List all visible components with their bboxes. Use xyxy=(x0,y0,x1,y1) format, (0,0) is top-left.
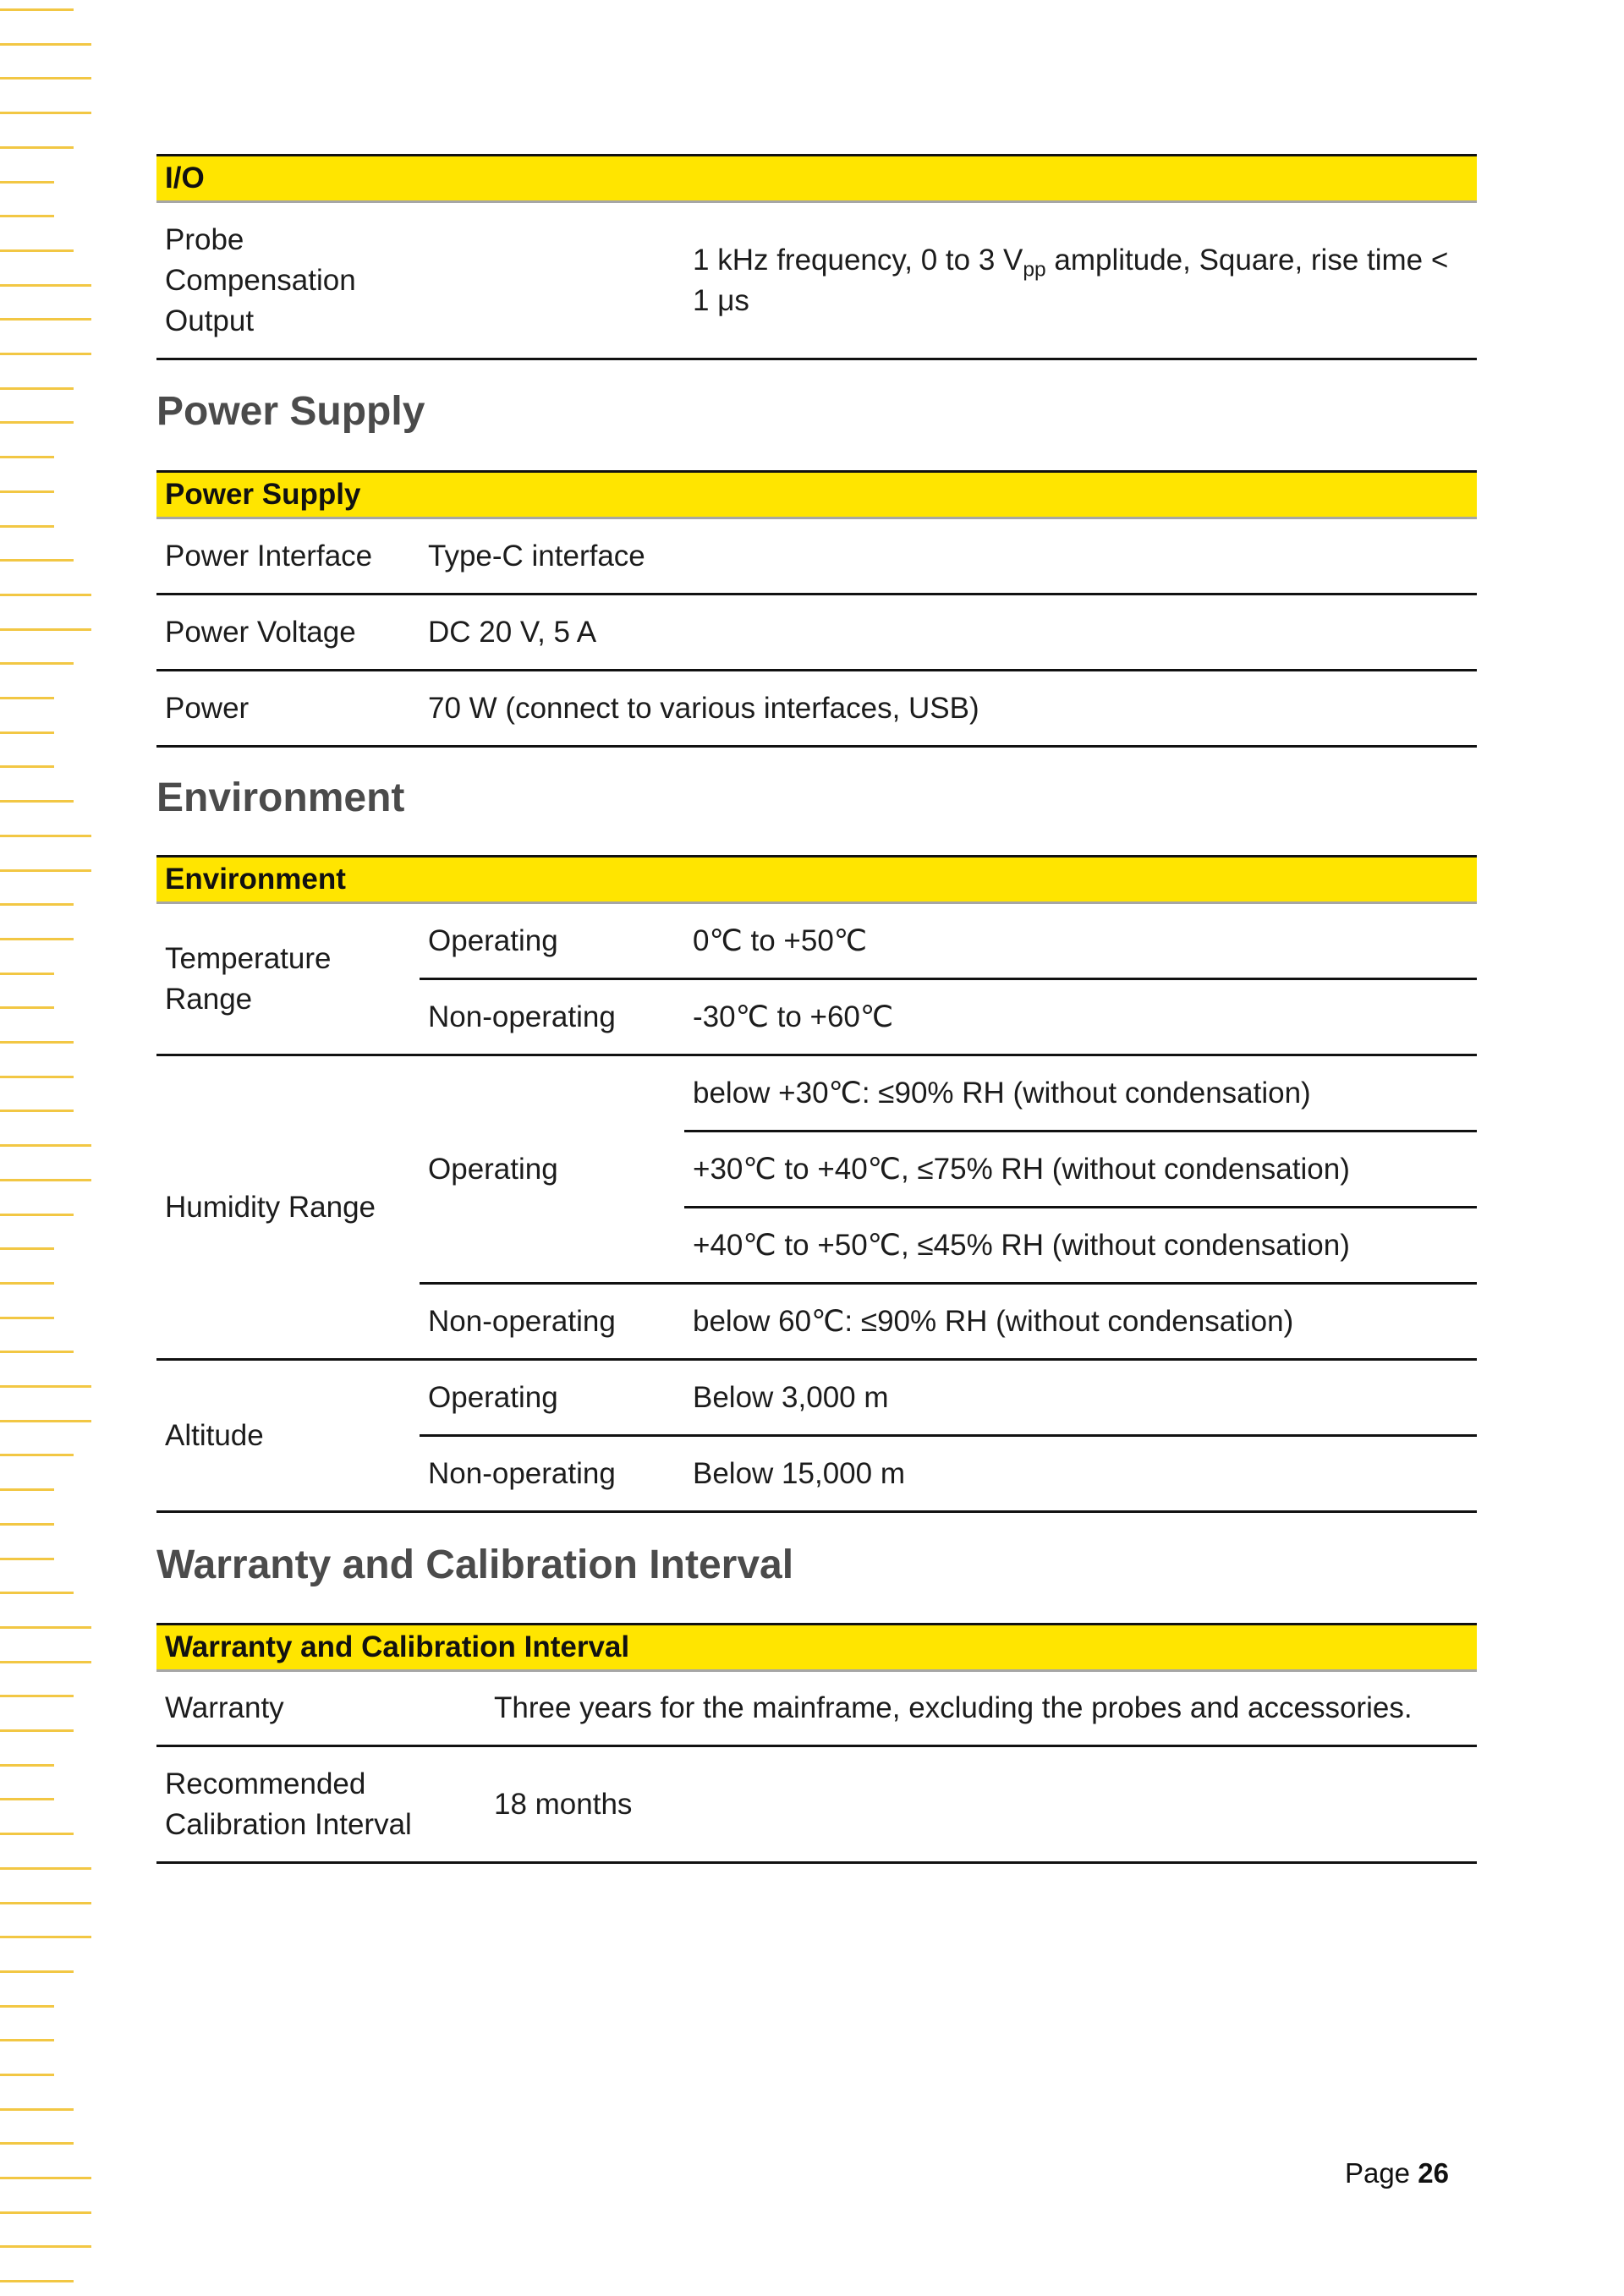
margin-rule xyxy=(0,387,74,390)
margin-rule xyxy=(0,1420,91,1422)
spec-label: Power xyxy=(156,671,420,747)
margin-rule xyxy=(0,1385,91,1388)
margin-rule xyxy=(0,2005,54,2008)
margin-rule xyxy=(0,1833,74,1835)
margin-rule xyxy=(0,2108,74,2111)
spec-label-humidity: Humidity Range xyxy=(156,1055,420,1360)
table-row xyxy=(156,903,1477,979)
spec-value: +40℃ to +50℃, ≤45% RH (without condensation) xyxy=(684,1208,1477,1284)
margin-rule xyxy=(0,2039,54,2041)
margin-rule xyxy=(0,1179,91,1181)
margin-rule xyxy=(0,973,54,975)
margin-rule xyxy=(0,1351,74,1353)
margin-rule xyxy=(0,353,91,355)
margin-rule xyxy=(0,421,74,424)
table-row xyxy=(156,1360,1477,1436)
spec-value: below +30℃: ≤90% RH (without condensation) xyxy=(684,1055,1477,1132)
condition-label: Non-operating xyxy=(420,979,684,1055)
spec-label: Probe Compensation Output xyxy=(156,202,420,359)
io-table-header: I/O xyxy=(156,156,1477,202)
margin-rule xyxy=(0,938,74,940)
margin-rule xyxy=(0,77,91,79)
margin-rule xyxy=(0,1006,54,1009)
spec-value: Below 15,000 m xyxy=(684,1436,1477,1512)
power-supply-header-row xyxy=(156,472,1477,518)
margin-rule xyxy=(0,800,74,803)
spec-label: Warranty xyxy=(156,1671,486,1746)
margin-rule xyxy=(0,2211,91,2214)
margin-rule xyxy=(0,112,91,114)
condition-label: Operating xyxy=(420,903,684,979)
spec-value: 0℃ to +50℃ xyxy=(684,903,1477,979)
spec-value: Three years for the mainframe, excluding the probes and accessories. xyxy=(486,1671,1477,1746)
spec-label: Power Voltage xyxy=(156,595,420,671)
margin-rule xyxy=(0,903,74,906)
margin-rule xyxy=(0,1936,91,1938)
margin-rule xyxy=(0,662,74,665)
condition-label: Non-operating xyxy=(420,1436,684,1512)
margin-rule xyxy=(0,1282,54,1285)
warranty-header-row xyxy=(156,1625,1477,1671)
margin-rule xyxy=(0,1454,74,1456)
margin-rule xyxy=(0,1867,91,1870)
margin-rule xyxy=(0,490,54,493)
page-number: 26 xyxy=(1418,2157,1449,2189)
margin-rule xyxy=(0,284,91,287)
table-row xyxy=(156,1671,1477,1746)
margin-rule xyxy=(0,1592,74,1594)
margin-rule xyxy=(0,1523,54,1526)
table-row xyxy=(156,595,1477,671)
margin-rule xyxy=(0,1970,74,1973)
condition-label: Operating xyxy=(420,1055,684,1284)
spec-label-temperature: Temperature Range xyxy=(156,903,420,1055)
condition-label: Operating xyxy=(420,1360,684,1436)
margin-rule xyxy=(0,249,74,252)
margin-rule xyxy=(0,1110,74,1112)
margin-rule xyxy=(0,1488,54,1491)
margin-rule xyxy=(0,1076,74,1078)
margin-rule xyxy=(0,765,54,768)
margin-rule xyxy=(0,2177,91,2179)
margin-decoration xyxy=(0,0,102,2296)
margin-rule xyxy=(0,1729,74,1732)
margin-rule xyxy=(0,697,54,699)
margin-rule xyxy=(0,1764,54,1767)
margin-rule xyxy=(0,2074,54,2076)
margin-rule xyxy=(0,1626,91,1629)
spec-value: Type-C interface xyxy=(420,518,1477,595)
environment-header-row xyxy=(156,857,1477,903)
value-subscript: pp xyxy=(1023,257,1046,281)
spec-label: Recommended Calibration Interval xyxy=(156,1746,486,1863)
margin-rule xyxy=(0,1558,54,1560)
margin-rule xyxy=(0,2245,91,2248)
section-heading-power-supply: Power Supply xyxy=(156,389,425,434)
spec-value: Below 3,000 m xyxy=(684,1360,1477,1436)
spec-value: -30℃ to +60℃ xyxy=(684,979,1477,1055)
table-row xyxy=(156,518,1477,595)
environment-table-header: Environment xyxy=(156,857,1477,903)
spec-value: below 60℃: ≤90% RH (without condensation) xyxy=(684,1284,1477,1360)
value-text: 1 kHz frequency, 0 to 3 V xyxy=(693,243,1023,277)
page-footer xyxy=(1345,2156,1449,2190)
margin-rule xyxy=(0,1798,54,1800)
margin-rule xyxy=(0,628,91,631)
margin-rule xyxy=(0,1695,74,1697)
section-heading-environment: Environment xyxy=(156,775,405,820)
margin-rule xyxy=(0,215,54,217)
spec-value: 18 months xyxy=(486,1746,1477,1863)
margin-rule xyxy=(0,1041,74,1044)
margin-rule xyxy=(0,43,91,46)
margin-rule xyxy=(0,8,74,11)
margin-rule xyxy=(0,559,74,562)
margin-rule xyxy=(0,1317,54,1319)
warranty-table-header: Warranty and Calibration Interval xyxy=(156,1625,1477,1671)
margin-rule xyxy=(0,1144,91,1147)
margin-rule xyxy=(0,1902,91,1904)
probe-compensation-value xyxy=(693,240,1458,321)
io-header-row xyxy=(156,156,1477,202)
page-label: Page xyxy=(1344,2157,1411,2189)
margin-rule xyxy=(0,732,54,734)
section-heading-warranty: Warranty and Calibration Interval xyxy=(156,1543,794,1587)
condition-label: Non-operating xyxy=(420,1284,684,1360)
margin-rule xyxy=(0,1661,91,1663)
table-row xyxy=(156,671,1477,747)
margin-rule xyxy=(0,2280,74,2282)
spacer-cell xyxy=(420,202,684,359)
table-row xyxy=(156,1055,1477,1132)
margin-rule xyxy=(0,869,91,872)
power-supply-table-header: Power Supply xyxy=(156,472,1477,518)
spec-value xyxy=(684,202,1477,359)
margin-rule xyxy=(0,318,91,321)
spec-label-altitude: Altitude xyxy=(156,1360,420,1512)
warranty-table xyxy=(156,1623,1477,1864)
table-row xyxy=(156,202,1477,359)
margin-rule xyxy=(0,456,54,458)
margin-rule xyxy=(0,835,91,837)
value-text: amplitude, Square, rise time < 1 μs xyxy=(693,243,1449,317)
spec-value: 70 W (connect to various interfaces, USB) xyxy=(420,671,1477,747)
environment-table xyxy=(156,855,1477,1513)
spec-value: DC 20 V, 5 A xyxy=(420,595,1477,671)
io-table xyxy=(156,154,1477,360)
spec-value: +30℃ to +40℃, ≤75% RH (without condensation) xyxy=(684,1132,1477,1208)
power-supply-table xyxy=(156,470,1477,748)
margin-rule xyxy=(0,1214,74,1216)
margin-rule xyxy=(0,1247,54,1250)
margin-rule xyxy=(0,2142,74,2145)
margin-rule xyxy=(0,594,91,596)
margin-rule xyxy=(0,146,74,149)
table-row xyxy=(156,1746,1477,1863)
margin-rule xyxy=(0,181,54,184)
spec-label: Power Interface xyxy=(156,518,420,595)
margin-rule xyxy=(0,525,54,528)
